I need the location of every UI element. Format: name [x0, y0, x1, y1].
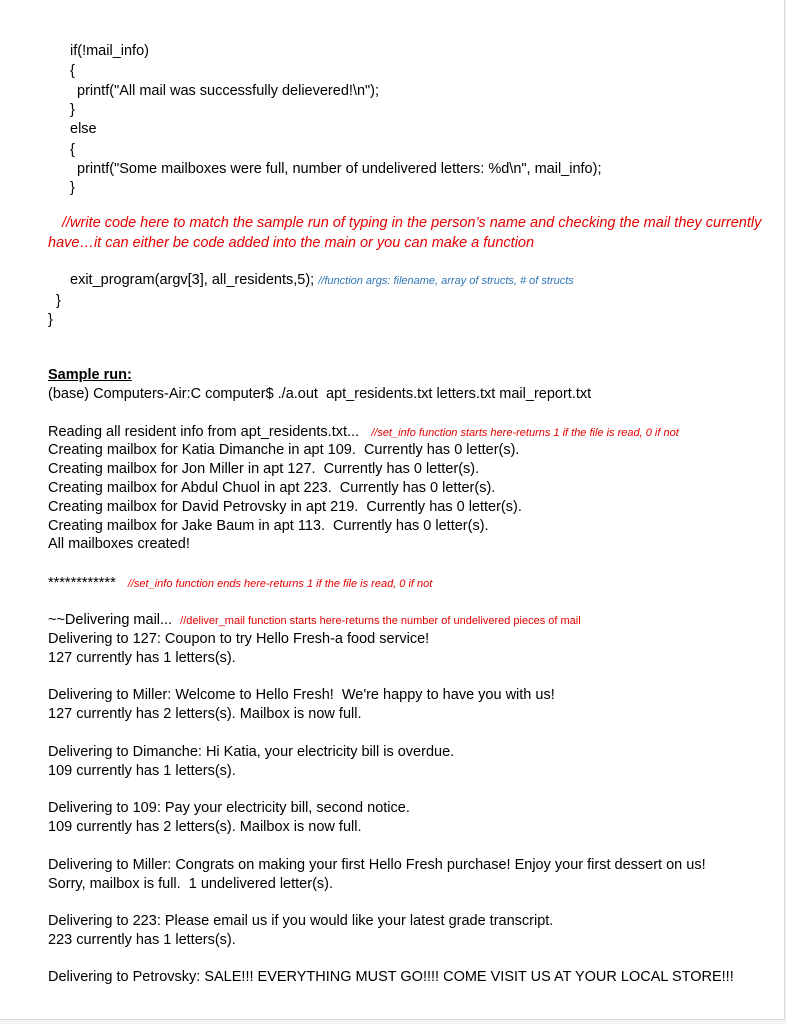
comment-write-code-line1: //write code here to match the sample run of typing in the person’s name and checking the mail they currently — [62, 215, 762, 231]
code-line-close-inner: } — [56, 293, 61, 309]
sample-run-heading: Sample run: — [48, 367, 132, 383]
mailbox-line: Creating mailbox for Abdul Chuol in apt 223. Currently has 0 letter(s). — [48, 480, 496, 496]
delivery-line: Delivering to Miller: Congrats on making your first Hello Fresh purchase! Enjoy your first dessert on us! — [48, 857, 706, 873]
code-line-close-outer: } — [48, 312, 53, 328]
mailbox-line: Creating mailbox for David Petrovsky in apt 219. Currently has 0 letter(s). — [48, 499, 522, 515]
code-line-exit-program — [70, 271, 574, 290]
sample-command-line: (base) Computers-Air:C computer$ ./a.out apt_residents.txt letters.txt mail_report.txt — [48, 386, 592, 402]
code-line-brace-open-2: { — [70, 142, 75, 158]
delivery-status: 223 currently has 1 letters(s). — [48, 932, 236, 948]
delivery-status: Sorry, mailbox is full. 1 undelivered letter(s). — [48, 876, 334, 892]
reading-comment: //set_info function starts here-returns 1 if the file is read, 0 if not — [371, 427, 679, 439]
code-line-else: else — [70, 121, 97, 137]
delivery-line: Delivering to Dimanche: Hi Katia, your electricity bill is overdue. — [48, 744, 455, 760]
code-line-brace-close: } — [70, 102, 75, 118]
mailbox-line: Creating mailbox for Jake Baum in apt 113. Currently has 0 letter(s). — [48, 518, 489, 534]
stars-comment: //set_info function ends here-returns 1 if the file is read, 0 if not — [127, 578, 433, 590]
mailbox-line: Creating mailbox for Katia Dimanche in apt 109. Currently has 0 letter(s). — [48, 442, 520, 458]
exit-call-comment: //function args: filename, array of structs, # of structs — [318, 275, 574, 287]
stars-line — [48, 574, 432, 593]
delivery-status: 127 currently has 1 letters(s). — [48, 650, 236, 666]
delivering-header-line — [48, 611, 581, 630]
comment-write-code-line2: have…it can either be code added into the main or you can make a function — [48, 235, 535, 251]
delivering-header-text: ~~Delivering mail... — [48, 612, 173, 628]
delivery-status: 109 currently has 2 letters(s). Mailbox is now full. — [48, 819, 362, 835]
exit-call-text: exit_program(argv[3], all_residents,5); — [70, 272, 315, 288]
delivery-line: Delivering to 109: Pay your electricity bill, second notice. — [48, 800, 410, 816]
code-line-printf-success: printf("All mail was successfully delievered!\n"); — [77, 83, 380, 99]
delivery-status: 127 currently has 2 letters(s). Mailbox is now full. — [48, 706, 362, 722]
delivering-comment: //deliver_mail function starts here-returns the number of undelivered pieces of mail — [180, 615, 581, 627]
mailbox-line: Creating mailbox for Jon Miller in apt 127. Currently has 0 letter(s). — [48, 461, 480, 477]
delivery-status: 109 currently has 1 letters(s). — [48, 763, 236, 779]
delivery-line: Delivering to 223: Please email us if you would like your latest grade transcript. — [48, 913, 554, 929]
all-mailboxes-created: All mailboxes created! — [48, 536, 190, 552]
code-line-if: if(!mail_info) — [70, 43, 149, 59]
code-line-brace-open: { — [70, 63, 75, 79]
reading-line — [48, 423, 679, 442]
delivery-line: Delivering to Miller: Welcome to Hello Fresh! We're happy to have you with us! — [48, 687, 555, 703]
delivery-line: Delivering to 127: Coupon to try Hello Fresh-a food service! — [48, 631, 430, 647]
stars-text: ************ — [48, 575, 116, 591]
code-line-brace-close-2: } — [70, 180, 75, 196]
reading-text: Reading all resident info from apt_residents.txt... — [48, 424, 360, 440]
code-line-printf-full: printf("Some mailboxes were full, number of undelivered letters: %d\n", mail_info); — [77, 161, 602, 177]
delivery-line: Delivering to Petrovsky: SALE!!! EVERYTHING MUST GO!!!! COME VISIT US AT YOUR LOCAL STORE!!! — [48, 969, 734, 985]
